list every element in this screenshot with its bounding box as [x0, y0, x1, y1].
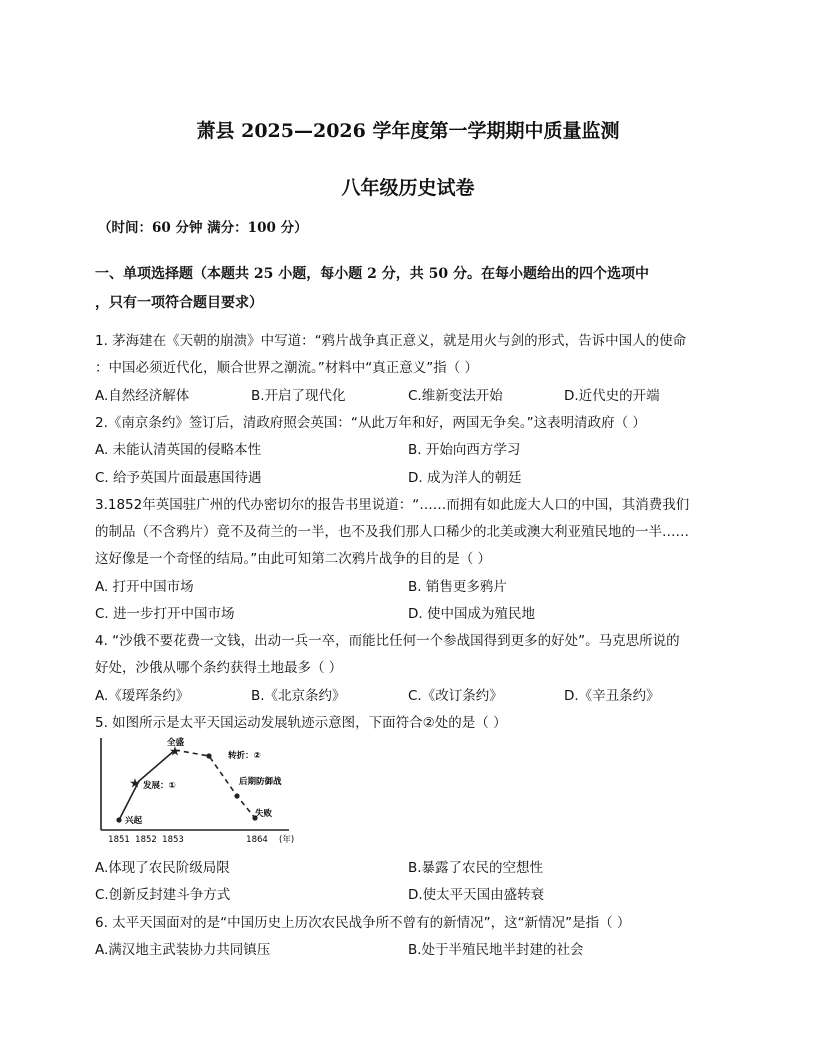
tick-year-4: 1864	[246, 835, 268, 845]
q4-option-b[interactable]: B.《北京条约》	[251, 688, 346, 704]
label-late: 后期防御战	[239, 777, 282, 787]
time-info: （时间：60 分钟 满分：100 分）	[98, 220, 308, 236]
q2-option-b[interactable]: B. 开始向西方学习	[408, 442, 521, 458]
tick-year-3: 1853	[162, 835, 184, 845]
q5-option-a[interactable]: A.体现了农民阶级局限	[95, 860, 230, 876]
label-turn: 转折：②	[228, 751, 261, 761]
q6-option-b[interactable]: B.处于半殖民地半封建的社会	[408, 942, 584, 958]
axis-unit: (年)	[279, 835, 295, 845]
question-3-line-1: 3.1852年英国驻广州的代办密切尔的报告书里说道：“……而拥有如此庞大人口的中国，其消费我们	[95, 497, 690, 513]
q4-option-a[interactable]: A.《瑷珲条约》	[95, 688, 190, 704]
q6-option-a[interactable]: A.满汉地主武装协力共同镇压	[95, 942, 271, 958]
label-peak: 全盛	[167, 738, 185, 748]
q1-option-b[interactable]: B.开启了现代化	[251, 388, 346, 404]
question-1-line-2: ：中国必须近代化，顺合世界之潮流。”材料中“真正意义”指（ ）	[95, 360, 479, 376]
exam-title: 萧县 2025—2026 学年度第一学期期中质量监测	[196, 120, 620, 142]
q3-option-a[interactable]: A. 打开中国市场	[95, 579, 194, 595]
q1-option-a[interactable]: A.自然经济解体	[95, 388, 190, 404]
tick-year-2: 1852	[135, 835, 157, 845]
q3-option-d[interactable]: D. 使中国成为殖民地	[408, 606, 535, 622]
question-1-line-1: 1. 茅海建在《天朝的崩溃》中写道：“鸦片战争真正意义，就是用火与剑的形式，告诉中国人的使命	[95, 333, 687, 349]
q5-option-b[interactable]: B.暴露了农民的空想性	[408, 860, 544, 876]
point-turn	[206, 753, 211, 758]
question-6-line-1: 6. 太平天国面对的是“中国历史上历次农民战争所不曾有的新情况”，这“新情况”是指（ ）	[95, 915, 631, 931]
question-3-line-2: 的制品（不含鸦片）竟不及荷兰的一半，也不及我们那人口稀少的北美或澳大利亚殖民地的一半……	[95, 524, 689, 540]
question-2-line-1: 2.《南京条约》签订后，清政府照会英国：“从此万年和好，两国无争矣。”这表明清政府（ ）	[95, 415, 646, 431]
exam-subtitle: 八年级历史试卷	[341, 177, 475, 199]
q3-option-b[interactable]: B. 销售更多鸦片	[408, 579, 507, 595]
q2-option-d[interactable]: D. 成为洋人的朝廷	[408, 470, 522, 486]
star-peak-icon: ★	[169, 744, 181, 760]
section-heading-cont: ，只有一项符合题目要求）	[95, 295, 263, 311]
question-3-line-3: 这好像是一个奇怪的结局。”由此可知第二次鸦片战争的目的是（ ）	[95, 551, 492, 567]
q4-option-c[interactable]: C.《改订条约》	[408, 688, 503, 704]
q3-option-c[interactable]: C. 进一步打开中国市场	[95, 606, 235, 622]
q4-option-d[interactable]: D.《辛丑条约》	[564, 688, 660, 704]
label-rise: 兴起	[125, 816, 143, 826]
label-develop: 发展：①	[143, 781, 176, 791]
q5-option-c[interactable]: C.创新反封建斗争方式	[95, 887, 231, 903]
taiping-trajectory-diagram	[95, 736, 305, 848]
star-develop-icon: ★	[129, 776, 141, 792]
q1-option-c[interactable]: C.维新变法开始	[408, 388, 503, 404]
question-4-line-1: 4. “沙俄不要花费一文钱，出动一兵一卒，而能比任何一个参战国得到更多的好处”。马克思所说的	[95, 633, 680, 649]
q1-option-d[interactable]: D.近代史的开端	[564, 388, 660, 404]
point-rise	[116, 817, 121, 822]
question-4-line-2: 好处，沙俄从哪个条约获得土地最多（ ）	[95, 660, 343, 676]
label-fail: 失败	[255, 809, 273, 819]
question-5-line-1: 5. 如图所示是太平天国运动发展轨迹示意图，下面符合②处的是（ ）	[95, 715, 507, 731]
q5-option-d[interactable]: D.使太平天国由盛转衰	[408, 887, 545, 903]
tick-year-1: 1851	[108, 835, 130, 845]
q2-option-c[interactable]: C. 给予英国片面最惠国待遇	[95, 470, 262, 486]
section-heading: 一、单项选择题（本题共 25 小题，每小题 2 分，共 50 分。在每小题给出的四个选项中	[95, 266, 649, 282]
q2-option-a[interactable]: A. 未能认清英国的侵略本性	[95, 442, 262, 458]
point-late	[234, 793, 239, 798]
